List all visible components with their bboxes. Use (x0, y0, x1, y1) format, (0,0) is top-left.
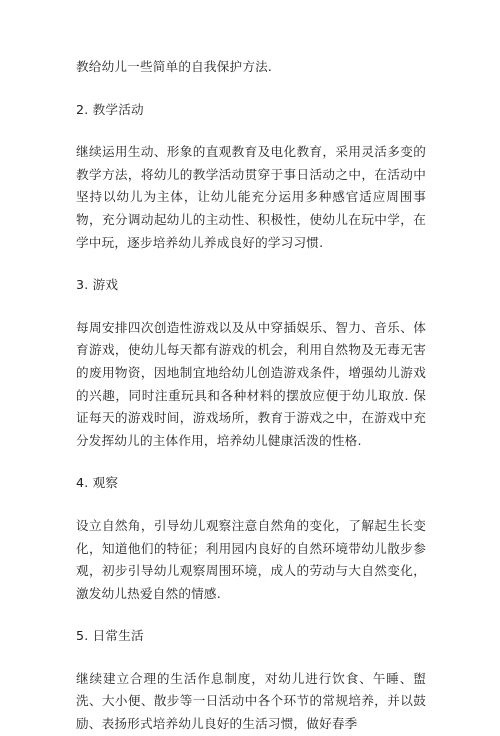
section-heading-games: 3. 游戏 (76, 277, 119, 293)
spacer (76, 79, 426, 99)
spacer (76, 121, 426, 141)
spacer (76, 648, 426, 668)
section-heading-observation: 4. 观察 (76, 475, 119, 491)
section-body-observation: 设立自然角，引导幼儿观察注意自然角的变化，了解起生长变化，知道他们的特征；利用园内良好的自然环境带幼儿散步参观，初步引导幼儿观察周围环境，成人的劳动与大自然变化，激发幼儿热爱自然的情感. (76, 517, 426, 601)
section-body-games: 每周安排四次创造性游戏以及从中穿插娱乐、智力、音乐、体育游戏，使幼儿每天都有游戏的机会，利用自然物及无毒无害的废用物资，因地制宜地给幼儿创造游戏条件，增强幼儿游戏的兴趣，同时注重玩具和各种材料的摆放应便于幼儿取放. 保证每天的游戏时间，游戏场所，教育于游戏之中，在游戏中充分发挥幼儿的主体作用，培养幼儿健康活泼的性格. (76, 319, 426, 448)
intro-paragraph-tail: 教给幼儿一些简单的自我保护方法. (76, 59, 273, 74)
spacer (76, 254, 426, 274)
spacer (76, 452, 426, 472)
spacer (76, 605, 426, 625)
section-heading-daily-life: 5. 日常生活 (76, 628, 144, 644)
spacer (76, 495, 426, 515)
section-body-teaching: 继续运用生动、形象的直观教育及电化教育，采用灵活多变的教学方法，将幼儿的教学活动贯穿于事日活动之中，在活动中坚持以幼儿为主体，让幼儿能充分运用多种感官适应周围事物，充分调动起幼儿的主动性、积极性，使幼儿在玩中学，在学中玩，逐步培养幼儿养成良好的学习习惯. (76, 144, 426, 250)
spacer (76, 297, 426, 317)
section-heading-teaching: 2. 教学活动 (76, 101, 144, 117)
section-body-daily-life: 继续建立合理的生活作息制度，对幼儿进行饮食、午睡、盥洗、大小便、散步等一日活动中各个环节的常规培养，并以鼓励、表扬形式培养幼儿良好的生活习惯，做好春季 (76, 670, 426, 732)
